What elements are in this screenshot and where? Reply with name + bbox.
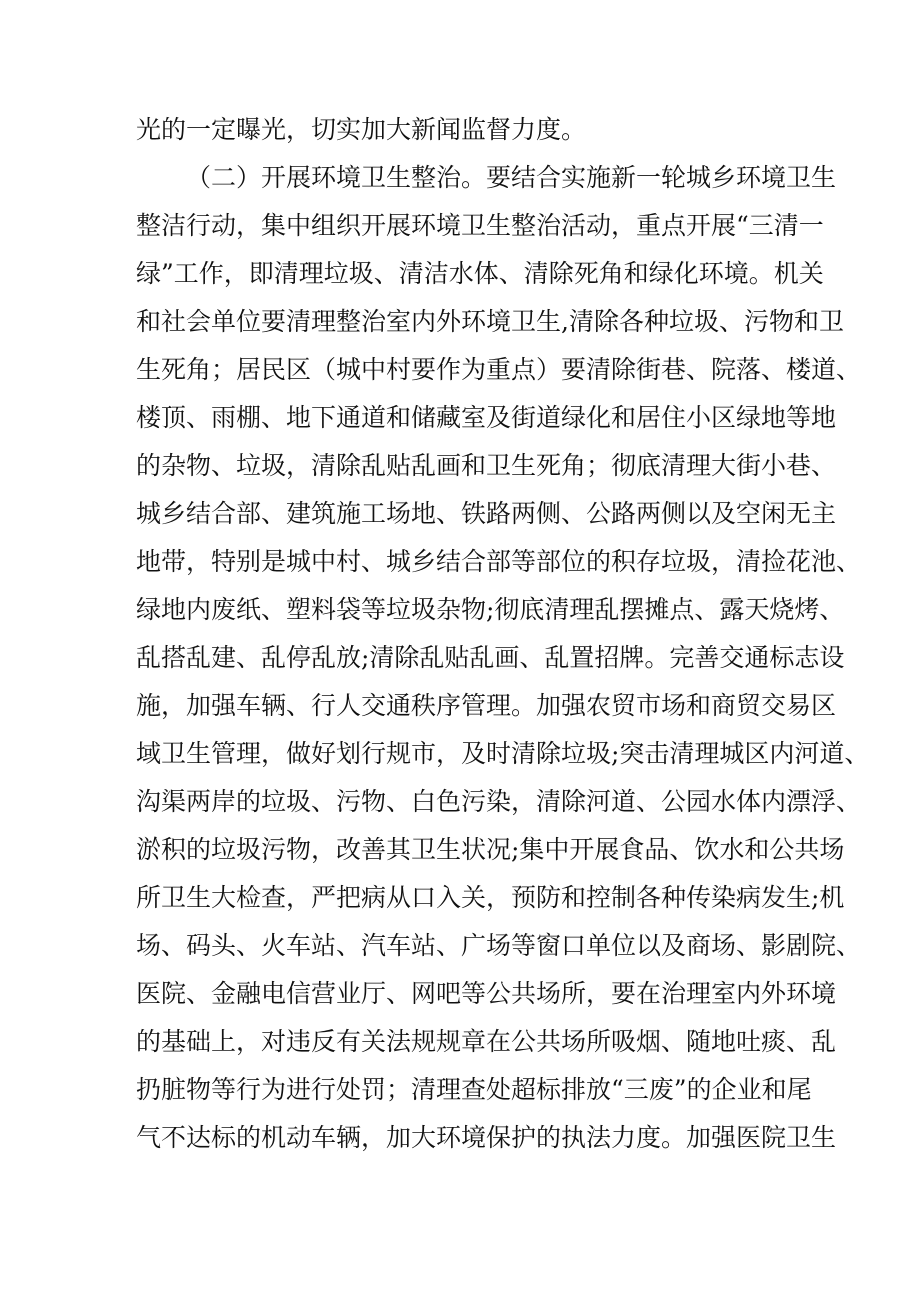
text-line: 场、码头、火车站、汽车站、广场等窗口单位以及商场、影剧院、 [136,931,862,960]
text-line: 施，加强车辆、行人交通秩序管理。加强农贸市场和商贸交易区 [136,691,837,720]
text-line: 绿”工作，即清理垃圾、清洁水体、清除死角和绿化环境。机关 [136,259,824,288]
text-line: 医院、金融电信营业厅、网吧等公共场所，要在治理室内外环境 [136,979,837,1008]
text-line: 光的一定曝光，切实加大新闻监督力度。 [136,115,587,144]
text-line: 气不达标的机动车辆，加大环境保护的执法力度。加强医院卫生 [136,1123,837,1152]
text-line: 地带，特别是城中村、城乡结合部等部位的积存垃圾，清捡花池、 [136,547,862,576]
text-line: 域卫生管理，做好划行规市，及时清除垃圾;突击清理城区内河道、 [136,739,870,768]
text-line: 和社会单位要清理整治室内外环境卫生,清除各种垃圾、污物和卫 [136,307,844,336]
text-line: 楼顶、雨棚、地下通道和储藏室及街道绿化和居住小区绿地等地 [136,403,837,432]
text-line: 绿地内废纸、塑料袋等垃圾杂物;彻底清理乱摆摊点、露天烧烤、 [136,595,845,624]
text-line: 整洁行动，集中组织开展环境卫生整治活动，重点开展“三清一 [136,211,824,240]
text-line: 所卫生大检查，严把病从口入关，预防和控制各种传染病发生;机 [136,883,845,912]
text-line: 扔脏物等行为进行处罚；清理查处超标排放“三废”的企业和尾 [136,1075,812,1104]
text-line: 的杂物、垃圾，清除乱贴乱画和卫生死角；彻底清理大街小巷、 [136,451,837,480]
text-line: 沟渠两岸的垃圾、污物、白色污染，清除河道、公园水体内漂浮、 [136,787,862,816]
section-heading-line: （二）开展环境卫生整治。要结合实施新一轮城乡环境卫生 [186,163,837,192]
text-line: 乱搭乱建、乱停乱放;清除乱贴乱画、乱置招牌。完善交通标志设 [136,643,845,672]
text-line: 城乡结合部、建筑施工场地、铁路两侧、公路两侧以及空闲无主 [136,499,837,528]
text-line: 的基础上，对违反有关法规规章在公共场所吸烟、随地吐痰、乱 [136,1027,837,1056]
text-line: 淤积的垃圾污物，改善其卫生状况;集中开展食品、饮水和公共场 [136,835,845,864]
body-text [136,106,870,1162]
text-line: 生死角；居民区（城中村要作为重点）要清除街巷、院落、楼道、 [136,355,862,384]
